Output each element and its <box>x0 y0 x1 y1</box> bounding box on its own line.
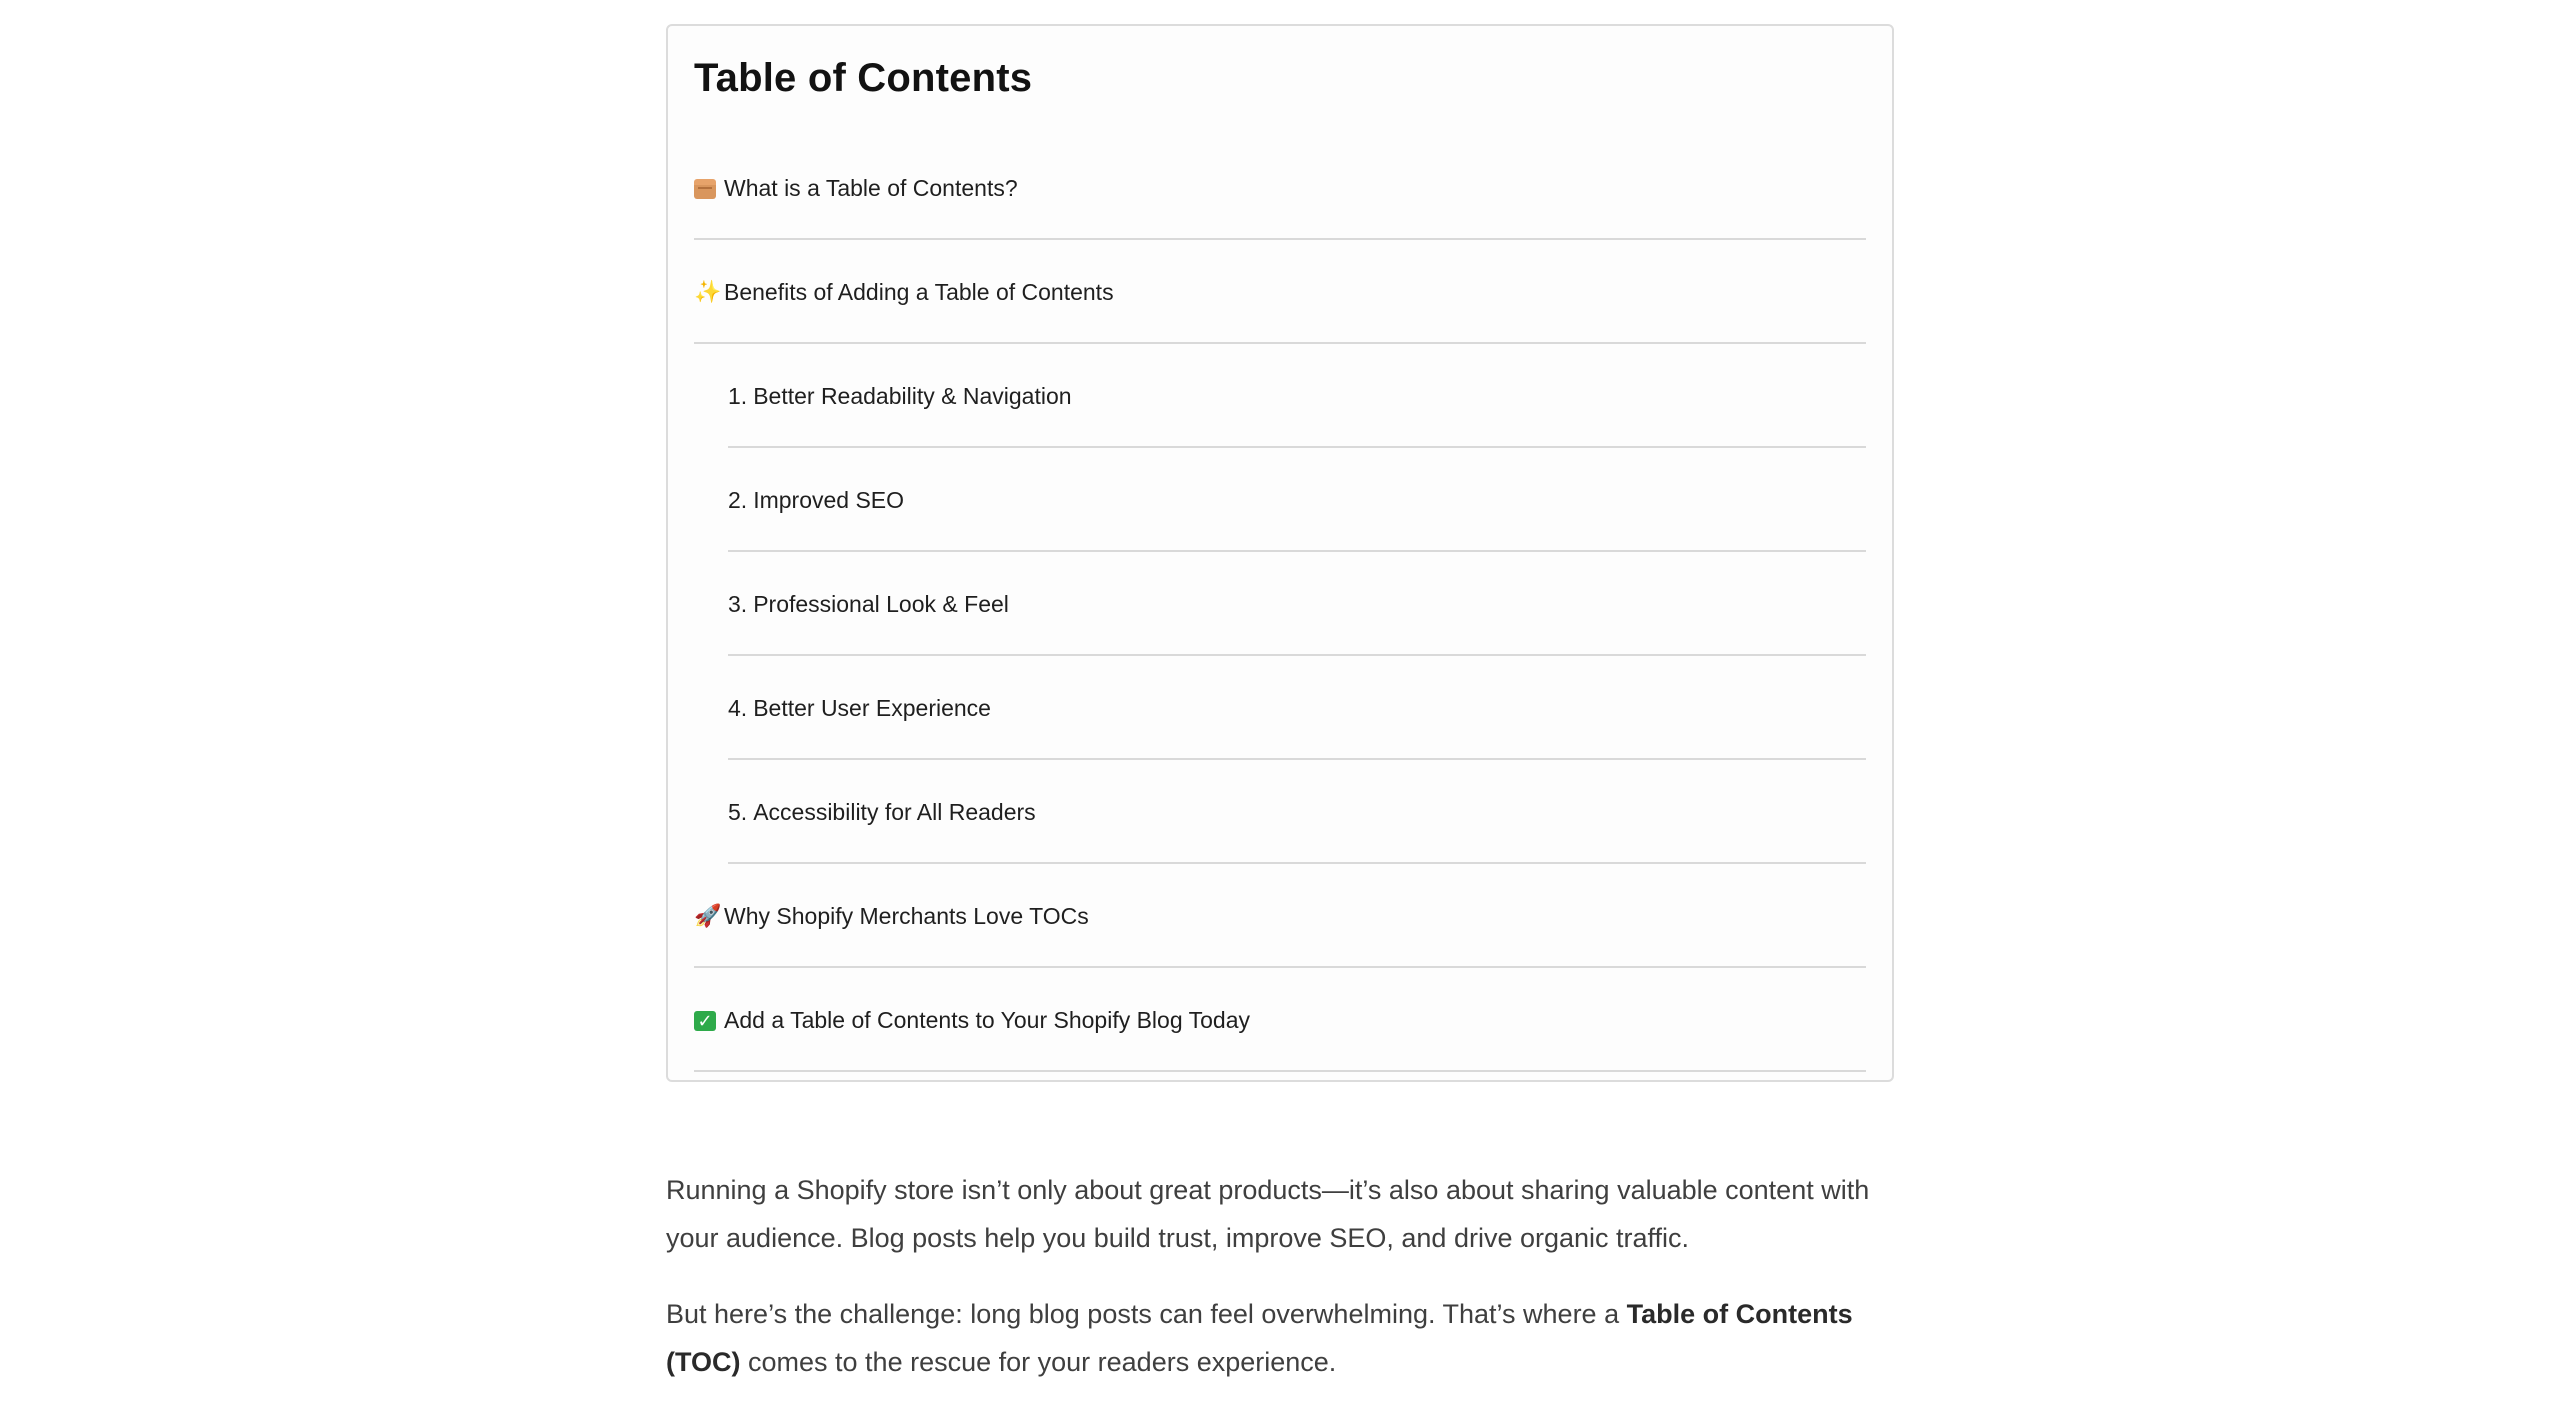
toc-item-merchants-love[interactable] <box>694 866 1866 968</box>
check-mark-icon: ✓ <box>694 1009 724 1031</box>
toc-link[interactable]: What is a Table of Contents? <box>724 174 1018 201</box>
toc-link[interactable]: Add a Table of Contents to Your Shopify Blog Today <box>724 1006 1250 1033</box>
paragraph-text: comes to the rescue for your readers experience. <box>740 1347 1337 1377</box>
toc-item-number: 1. <box>728 382 748 409</box>
toc-item-professional-look[interactable] <box>728 554 1866 656</box>
toc-item-number: 5. <box>728 798 748 825</box>
article-paragraph <box>666 1290 1894 1386</box>
rocket-icon: 🚀 <box>694 903 722 928</box>
toc-item-benefits[interactable] <box>694 242 1866 344</box>
bold-text: Table of Contents (TOC) <box>666 1299 1853 1377</box>
toc-link[interactable]: Better Readability & Navigation <box>753 382 1072 409</box>
toc-item-readability[interactable] <box>728 346 1866 448</box>
article-paragraph: Running a Shopify store isn’t only about great products—it’s also about sharing valuable content with your audience. Blog posts help you build trust, improve SEO, and drive organic traffic. <box>666 1175 1870 1253</box>
toc-list <box>694 138 1866 1074</box>
toc-item-add-toc[interactable] <box>694 970 1866 1072</box>
toc-link[interactable]: Why Shopify Merchants Love TOCs <box>724 902 1089 929</box>
toc-link[interactable]: Professional Look & Feel <box>753 590 1009 617</box>
sparkles-icon: ✨ <box>694 279 722 304</box>
toc-link[interactable]: Better User Experience <box>753 694 991 721</box>
toc-item-number: 3. <box>728 590 748 617</box>
toc-title: Table of Contents <box>694 56 1033 100</box>
toc-item-number: 2. <box>728 486 748 513</box>
table-of-contents <box>666 24 1894 1082</box>
books-icon <box>694 177 724 199</box>
toc-item-accessibility[interactable] <box>728 762 1866 864</box>
toc-link[interactable]: Benefits of Adding a Table of Contents <box>724 278 1114 305</box>
paragraph-text: But here’s the challenge: long blog posts can feel overwhelming. That’s where a <box>666 1299 1627 1329</box>
toc-item-seo[interactable] <box>728 450 1866 552</box>
toc-link[interactable]: Improved SEO <box>753 486 905 513</box>
toc-item-user-experience[interactable] <box>728 658 1866 760</box>
article-body <box>666 1166 1894 1414</box>
toc-item-what-is-toc[interactable] <box>694 138 1866 240</box>
toc-link[interactable]: Accessibility for All Readers <box>753 798 1036 825</box>
toc-item-number: 4. <box>728 694 748 721</box>
